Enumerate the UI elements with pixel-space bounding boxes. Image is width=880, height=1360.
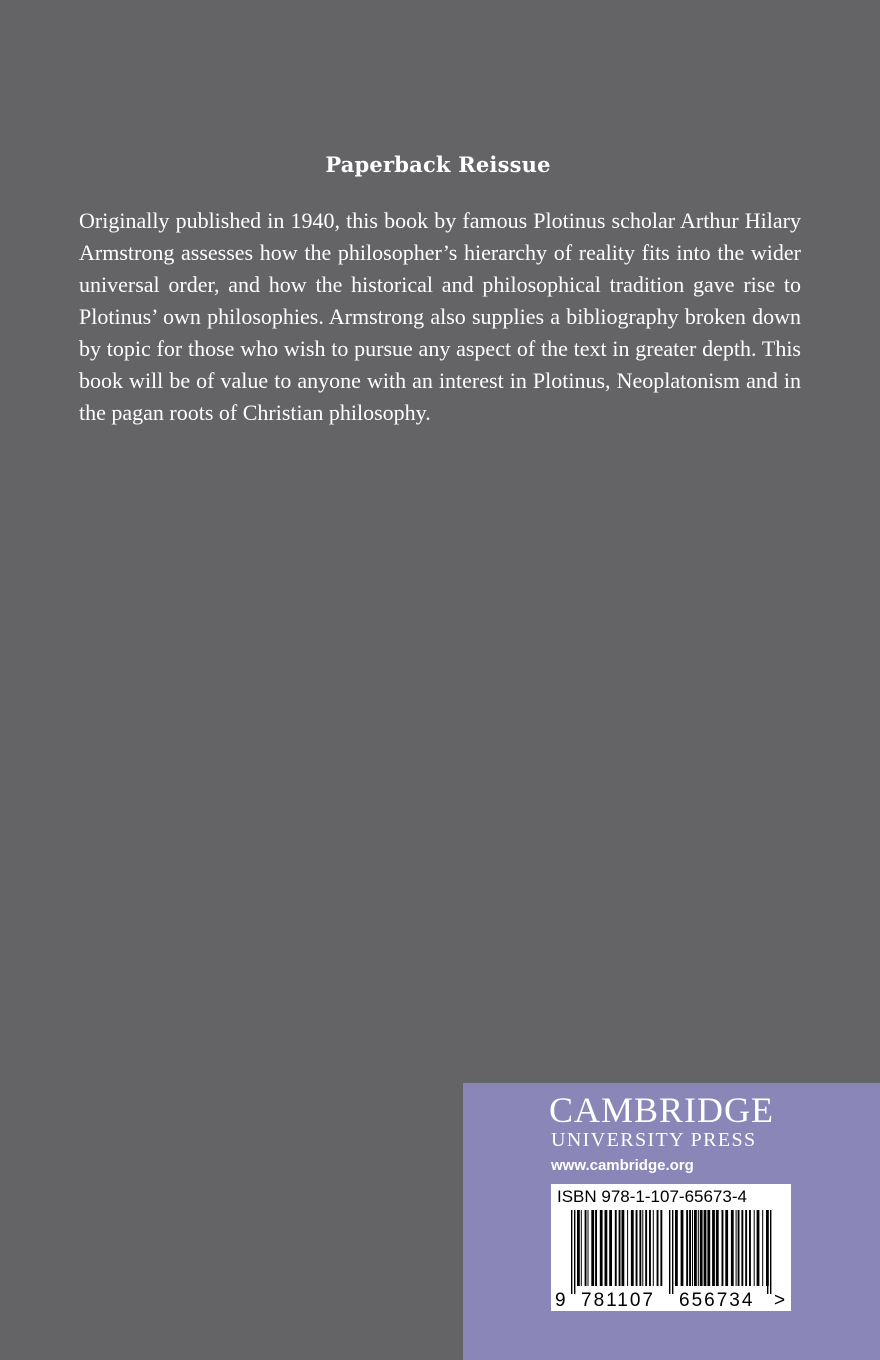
barcode-right-digits: 656734 [679, 1290, 755, 1311]
barcode [551, 1184, 791, 1311]
barcode-bar [722, 1210, 724, 1286]
barcode-bar [692, 1210, 693, 1286]
barcode-bar [595, 1210, 597, 1286]
barcode-bar [675, 1210, 678, 1286]
barcode-bar [681, 1210, 684, 1286]
barcode-bars [571, 1210, 771, 1294]
barcode-bar [749, 1210, 751, 1286]
barcode-bar [669, 1210, 670, 1294]
barcode-bar [631, 1210, 634, 1286]
barcode-bar [577, 1210, 580, 1286]
barcode-bar [574, 1210, 575, 1294]
barcode-left-digits: 781107 [581, 1290, 655, 1311]
barcode-bar [636, 1210, 638, 1286]
barcode-bar [639, 1210, 641, 1286]
book-description: Originally published in 1940, this book by famous Plotinus scholar Arthur Hilary Armstrong assesses how the philosopher’s hierarchy of reality fits into the wider universal order, and how the historical and philosophical tradition gave rise to Plotinus’ own philosophies. Armstrong also supplies a bibliography broken down by topic for those who wish to pursue any aspect of the text in greater depth. This book will be of value to anyone with an interest in Plotinus, Neoplatonism and in the pagan roots of Christian philosophy. [79, 208, 801, 425]
barcode-bar [642, 1210, 643, 1286]
barcode-bar [754, 1210, 755, 1286]
barcode-graphic [551, 1184, 791, 1311]
barcode-quiet-marker: > [774, 1290, 786, 1311]
barcode-bar [588, 1210, 589, 1286]
barcode-bar [698, 1210, 699, 1286]
barcode-bar [627, 1210, 628, 1286]
barcode-bar [738, 1210, 740, 1286]
barcode-bar [571, 1210, 572, 1294]
barcode-bar [770, 1210, 771, 1294]
barcode-bar [745, 1210, 747, 1286]
barcode-bar [591, 1210, 594, 1286]
barcode-bar [619, 1210, 621, 1286]
publisher-panel [463, 1083, 880, 1360]
barcode-bar [600, 1210, 603, 1286]
barcode-bar [672, 1210, 673, 1294]
barcode-bar [686, 1210, 688, 1286]
barcode-bar [725, 1210, 728, 1286]
barcode-bar [741, 1210, 743, 1286]
barcode-bar [766, 1210, 769, 1286]
barcode-lead-digit: 9 [555, 1290, 566, 1311]
isbn-label: ISBN 978-1-107-65673-4 [557, 1187, 747, 1206]
publisher-name: CAMBRIDGE [549, 1090, 775, 1130]
barcode-bar [716, 1210, 719, 1286]
barcode-bar [700, 1210, 703, 1286]
barcode-bar [694, 1210, 697, 1286]
barcode-bar [622, 1210, 625, 1286]
barcode-bar [605, 1210, 608, 1286]
barcode-bar [581, 1210, 582, 1286]
publisher-subtitle: UNIVERSITY PRESS [551, 1129, 757, 1151]
barcode-bar [704, 1210, 707, 1286]
barcode-bar [707, 1210, 710, 1286]
barcode-bar [712, 1210, 715, 1286]
barcode-bar [762, 1210, 763, 1286]
barcode-bar [660, 1210, 662, 1286]
back-cover-heading: Paperback Reissue [325, 152, 551, 177]
barcode-bar [609, 1210, 612, 1286]
barcode-bar [689, 1210, 691, 1286]
publisher-website: www.cambridge.org [551, 1157, 694, 1174]
barcode-bar [731, 1210, 734, 1286]
barcode-bar [757, 1210, 760, 1286]
barcode-bar [649, 1210, 651, 1286]
barcode-bar [645, 1210, 647, 1286]
barcode-bar [585, 1210, 587, 1286]
barcode-bar [653, 1210, 654, 1286]
barcode-bar [736, 1210, 737, 1286]
barcode-bar [657, 1210, 659, 1286]
barcode-bar [615, 1210, 617, 1286]
